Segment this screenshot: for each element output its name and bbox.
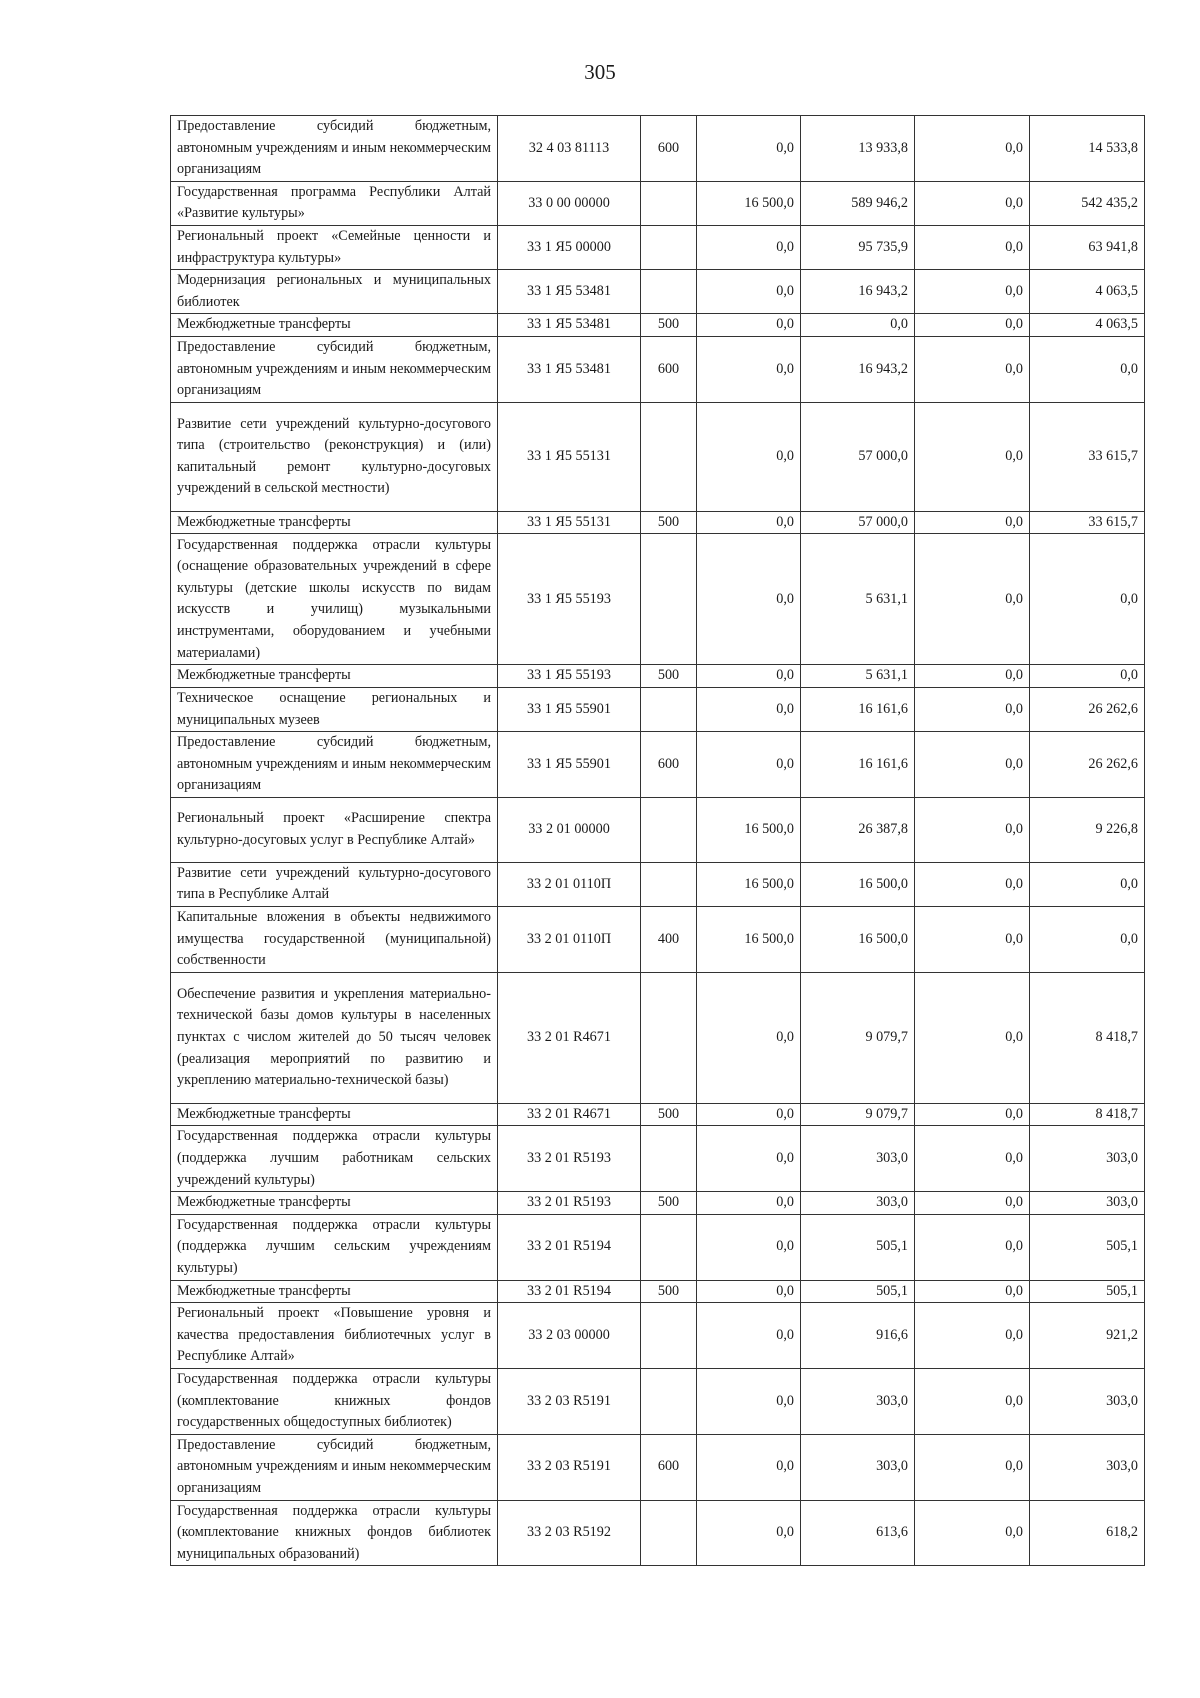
target-article-code-cell: 33 2 01 0110П — [498, 862, 641, 906]
table-row — [171, 1303, 1145, 1369]
amount-cell-3: 0,0 — [915, 797, 1030, 862]
amount-cell-2: 613,6 — [801, 1500, 915, 1566]
item-name-cell: Модернизация региональных и муниципальных библиотек — [171, 270, 498, 314]
amount-cell-3: 0,0 — [915, 314, 1030, 337]
expense-type-code-cell — [641, 402, 697, 511]
expense-type-code-cell: 500 — [641, 314, 697, 337]
item-name-cell: Межбюджетные трансферты — [171, 1103, 498, 1126]
amount-cell-2: 505,1 — [801, 1280, 915, 1303]
expense-type-code-cell: 600 — [641, 116, 697, 182]
amount-cell-4: 303,0 — [1030, 1192, 1145, 1215]
amount-cell-3: 0,0 — [915, 1192, 1030, 1215]
item-name-cell: Государственная поддержка отрасли культуры (оснащение образовательных учреждений в сфере культуры (детские школы искусств по видам искусств и училищ) музыкальными инструментами, оборудованием и учебными материалами) — [171, 534, 498, 665]
item-name-cell: Государственная поддержка отрасли культуры (поддержка лучшим работникам сельских учреждений культуры) — [171, 1126, 498, 1192]
amount-cell-4: 63 941,8 — [1030, 225, 1145, 269]
amount-cell-1: 0,0 — [697, 225, 801, 269]
amount-cell-2: 589 946,2 — [801, 181, 915, 225]
amount-cell-3: 0,0 — [915, 907, 1030, 973]
expense-type-code-cell — [641, 1303, 697, 1369]
amount-cell-4: 26 262,6 — [1030, 687, 1145, 731]
amount-cell-3: 0,0 — [915, 1280, 1030, 1303]
amount-cell-3: 0,0 — [915, 1500, 1030, 1566]
target-article-code-cell: 33 2 01 0110П — [498, 907, 641, 973]
expense-type-code-cell — [641, 534, 697, 665]
amount-cell-3: 0,0 — [915, 732, 1030, 798]
expense-type-code-cell — [641, 181, 697, 225]
amount-cell-1: 0,0 — [697, 1214, 801, 1280]
amount-cell-2: 9 079,7 — [801, 972, 915, 1103]
amount-cell-1: 0,0 — [697, 116, 801, 182]
amount-cell-3: 0,0 — [915, 665, 1030, 688]
table-row — [171, 402, 1145, 511]
budget-table — [170, 115, 1145, 1566]
amount-cell-3: 0,0 — [915, 1126, 1030, 1192]
item-name-cell: Обеспечение развития и укрепления материально-технической базы домов культуры в населенных пунктах с числом жителей до 50 тысяч человек (реализация мероприятий по развитию и укреплению материально-технической базы) — [171, 972, 498, 1103]
table-row — [171, 1500, 1145, 1566]
amount-cell-2: 16 161,6 — [801, 732, 915, 798]
target-article-code-cell: 33 2 01 R5194 — [498, 1280, 641, 1303]
item-name-cell: Предоставление субсидий бюджетным, автономным учреждениям и иным некоммерческим организациям — [171, 1434, 498, 1500]
item-name-cell: Региональный проект «Расширение спектра культурно-досуговых услуг в Республике Алтай» — [171, 797, 498, 862]
table-row — [171, 181, 1145, 225]
table-row — [171, 336, 1145, 402]
amount-cell-1: 0,0 — [697, 1280, 801, 1303]
target-article-code-cell: 33 2 01 R5193 — [498, 1192, 641, 1215]
item-name-cell: Государственная программа Республики Алтай «Развитие культуры» — [171, 181, 498, 225]
amount-cell-4: 505,1 — [1030, 1214, 1145, 1280]
amount-cell-2: 13 933,8 — [801, 116, 915, 182]
target-article-code-cell: 33 2 01 00000 — [498, 797, 641, 862]
amount-cell-2: 95 735,9 — [801, 225, 915, 269]
amount-cell-2: 26 387,8 — [801, 797, 915, 862]
amount-cell-1: 16 500,0 — [697, 181, 801, 225]
expense-type-code-cell — [641, 687, 697, 731]
target-article-code-cell: 32 4 03 81113 — [498, 116, 641, 182]
amount-cell-3: 0,0 — [915, 862, 1030, 906]
table-row — [171, 1434, 1145, 1500]
item-name-cell: Капитальные вложения в объекты недвижимого имущества государственной (муниципальной) собственности — [171, 907, 498, 973]
table-row — [171, 972, 1145, 1103]
item-name-cell: Межбюджетные трансферты — [171, 1280, 498, 1303]
amount-cell-4: 26 262,6 — [1030, 732, 1145, 798]
amount-cell-4: 33 615,7 — [1030, 511, 1145, 534]
amount-cell-4: 0,0 — [1030, 336, 1145, 402]
amount-cell-1: 0,0 — [697, 732, 801, 798]
expense-type-code-cell: 500 — [641, 511, 697, 534]
table-row — [171, 1103, 1145, 1126]
expense-type-code-cell — [641, 1500, 697, 1566]
item-name-cell: Межбюджетные трансферты — [171, 314, 498, 337]
amount-cell-4: 303,0 — [1030, 1368, 1145, 1434]
amount-cell-1: 0,0 — [697, 1500, 801, 1566]
amount-cell-4: 4 063,5 — [1030, 270, 1145, 314]
amount-cell-3: 0,0 — [915, 402, 1030, 511]
amount-cell-1: 0,0 — [697, 1103, 801, 1126]
expense-type-code-cell: 600 — [641, 336, 697, 402]
amount-cell-4: 303,0 — [1030, 1434, 1145, 1500]
amount-cell-4: 4 063,5 — [1030, 314, 1145, 337]
expense-type-code-cell: 600 — [641, 1434, 697, 1500]
item-name-cell: Развитие сети учреждений культурно-досугового типа в Республике Алтай — [171, 862, 498, 906]
expense-type-code-cell — [641, 1126, 697, 1192]
amount-cell-3: 0,0 — [915, 1103, 1030, 1126]
amount-cell-2: 57 000,0 — [801, 511, 915, 534]
page-number: 305 — [584, 60, 616, 84]
table-row — [171, 907, 1145, 973]
amount-cell-2: 5 631,1 — [801, 534, 915, 665]
amount-cell-2: 505,1 — [801, 1214, 915, 1280]
target-article-code-cell: 33 2 03 R5191 — [498, 1368, 641, 1434]
table-row — [171, 1192, 1145, 1215]
table-row — [171, 534, 1145, 665]
amount-cell-1: 0,0 — [697, 402, 801, 511]
amount-cell-1: 0,0 — [697, 972, 801, 1103]
target-article-code-cell: 33 1 Я5 55901 — [498, 732, 641, 798]
target-article-code-cell: 33 2 01 R4671 — [498, 1103, 641, 1126]
expense-type-code-cell — [641, 797, 697, 862]
item-name-cell: Развитие сети учреждений культурно-досугового типа (строительство (реконструкция) и (или) капитальный ремонт культурно-досуговых учреждений в сельской местности) — [171, 402, 498, 511]
target-article-code-cell: 33 1 Я5 55193 — [498, 534, 641, 665]
amount-cell-3: 0,0 — [915, 511, 1030, 534]
target-article-code-cell: 33 0 00 00000 — [498, 181, 641, 225]
amount-cell-4: 14 533,8 — [1030, 116, 1145, 182]
table-row — [171, 270, 1145, 314]
target-article-code-cell: 33 2 01 R5193 — [498, 1126, 641, 1192]
amount-cell-4: 303,0 — [1030, 1126, 1145, 1192]
target-article-code-cell: 33 1 Я5 53481 — [498, 314, 641, 337]
table-row — [171, 225, 1145, 269]
target-article-code-cell: 33 1 Я5 53481 — [498, 336, 641, 402]
amount-cell-3: 0,0 — [915, 1303, 1030, 1369]
amount-cell-4: 33 615,7 — [1030, 402, 1145, 511]
amount-cell-2: 57 000,0 — [801, 402, 915, 511]
amount-cell-2: 16 943,2 — [801, 270, 915, 314]
amount-cell-2: 16 943,2 — [801, 336, 915, 402]
amount-cell-1: 0,0 — [697, 511, 801, 534]
item-name-cell: Межбюджетные трансферты — [171, 1192, 498, 1215]
amount-cell-3: 0,0 — [915, 225, 1030, 269]
table-row — [171, 314, 1145, 337]
amount-cell-3: 0,0 — [915, 336, 1030, 402]
amount-cell-4: 8 418,7 — [1030, 1103, 1145, 1126]
amount-cell-2: 303,0 — [801, 1434, 915, 1500]
expense-type-code-cell — [641, 225, 697, 269]
amount-cell-3: 0,0 — [915, 972, 1030, 1103]
amount-cell-3: 0,0 — [915, 1434, 1030, 1500]
table-row — [171, 665, 1145, 688]
amount-cell-1: 16 500,0 — [697, 862, 801, 906]
amount-cell-4: 921,2 — [1030, 1303, 1145, 1369]
table-row — [171, 862, 1145, 906]
expense-type-code-cell — [641, 1368, 697, 1434]
amount-cell-1: 16 500,0 — [697, 907, 801, 973]
amount-cell-1: 0,0 — [697, 1192, 801, 1215]
amount-cell-1: 0,0 — [697, 314, 801, 337]
expense-type-code-cell — [641, 270, 697, 314]
amount-cell-4: 8 418,7 — [1030, 972, 1145, 1103]
target-article-code-cell: 33 2 03 00000 — [498, 1303, 641, 1369]
amount-cell-4: 618,2 — [1030, 1500, 1145, 1566]
item-name-cell: Предоставление субсидий бюджетным, автономным учреждениям и иным некоммерческим организациям — [171, 732, 498, 798]
amount-cell-3: 0,0 — [915, 534, 1030, 665]
expense-type-code-cell: 500 — [641, 1280, 697, 1303]
amount-cell-1: 0,0 — [697, 336, 801, 402]
target-article-code-cell: 33 2 03 R5191 — [498, 1434, 641, 1500]
expense-type-code-cell: 500 — [641, 665, 697, 688]
amount-cell-1: 0,0 — [697, 534, 801, 665]
amount-cell-4: 0,0 — [1030, 862, 1145, 906]
item-name-cell: Государственная поддержка отрасли культуры (комплектование книжных фондов библиотек муниципальных образований) — [171, 1500, 498, 1566]
amount-cell-3: 0,0 — [915, 181, 1030, 225]
expense-type-code-cell: 500 — [641, 1192, 697, 1215]
target-article-code-cell: 33 1 Я5 55901 — [498, 687, 641, 731]
amount-cell-4: 505,1 — [1030, 1280, 1145, 1303]
amount-cell-4: 0,0 — [1030, 534, 1145, 665]
expense-type-code-cell: 600 — [641, 732, 697, 798]
amount-cell-3: 0,0 — [915, 1368, 1030, 1434]
item-name-cell: Предоставление субсидий бюджетным, автономным учреждениям и иным некоммерческим организациям — [171, 116, 498, 182]
amount-cell-3: 0,0 — [915, 1214, 1030, 1280]
table-row — [171, 687, 1145, 731]
item-name-cell: Государственная поддержка отрасли культуры (поддержка лучшим сельским учреждениям культуры) — [171, 1214, 498, 1280]
amount-cell-1: 0,0 — [697, 1303, 801, 1369]
table-row — [171, 511, 1145, 534]
item-name-cell: Межбюджетные трансферты — [171, 665, 498, 688]
amount-cell-4: 0,0 — [1030, 665, 1145, 688]
amount-cell-2: 303,0 — [801, 1368, 915, 1434]
amount-cell-2: 0,0 — [801, 314, 915, 337]
table-row — [171, 116, 1145, 182]
amount-cell-1: 0,0 — [697, 687, 801, 731]
table-row — [171, 732, 1145, 798]
table-row — [171, 1280, 1145, 1303]
amount-cell-2: 16 500,0 — [801, 907, 915, 973]
amount-cell-4: 9 226,8 — [1030, 797, 1145, 862]
amount-cell-2: 16 500,0 — [801, 862, 915, 906]
expense-type-code-cell: 500 — [641, 1103, 697, 1126]
target-article-code-cell: 33 1 Я5 55131 — [498, 511, 641, 534]
item-name-cell: Предоставление субсидий бюджетным, автономным учреждениям и иным некоммерческим организациям — [171, 336, 498, 402]
amount-cell-3: 0,0 — [915, 116, 1030, 182]
target-article-code-cell: 33 1 Я5 55193 — [498, 665, 641, 688]
item-name-cell: Региональный проект «Повышение уровня и качества предоставления библиотечных услуг в Республике Алтай» — [171, 1303, 498, 1369]
item-name-cell: Государственная поддержка отрасли культуры (комплектование книжных фондов государственных общедоступных библиотек) — [171, 1368, 498, 1434]
amount-cell-2: 303,0 — [801, 1126, 915, 1192]
target-article-code-cell: 33 1 Я5 55131 — [498, 402, 641, 511]
amount-cell-2: 9 079,7 — [801, 1103, 915, 1126]
item-name-cell: Межбюджетные трансферты — [171, 511, 498, 534]
amount-cell-1: 0,0 — [697, 1368, 801, 1434]
amount-cell-1: 0,0 — [697, 665, 801, 688]
budget-table-body — [171, 116, 1145, 1566]
amount-cell-3: 0,0 — [915, 687, 1030, 731]
table-row — [171, 1126, 1145, 1192]
amount-cell-2: 16 161,6 — [801, 687, 915, 731]
target-article-code-cell: 33 2 01 R4671 — [498, 972, 641, 1103]
target-article-code-cell: 33 2 01 R5194 — [498, 1214, 641, 1280]
amount-cell-3: 0,0 — [915, 270, 1030, 314]
expense-type-code-cell: 400 — [641, 907, 697, 973]
table-row — [171, 797, 1145, 862]
item-name-cell: Региональный проект «Семейные ценности и инфраструктура культуры» — [171, 225, 498, 269]
amount-cell-1: 0,0 — [697, 1126, 801, 1192]
target-article-code-cell: 33 1 Я5 00000 — [498, 225, 641, 269]
amount-cell-2: 303,0 — [801, 1192, 915, 1215]
amount-cell-2: 5 631,1 — [801, 665, 915, 688]
amount-cell-1: 0,0 — [697, 270, 801, 314]
table-row — [171, 1214, 1145, 1280]
item-name-cell: Техническое оснащение региональных и муниципальных музеев — [171, 687, 498, 731]
amount-cell-2: 916,6 — [801, 1303, 915, 1369]
expense-type-code-cell — [641, 1214, 697, 1280]
amount-cell-4: 0,0 — [1030, 907, 1145, 973]
target-article-code-cell: 33 2 03 R5192 — [498, 1500, 641, 1566]
target-article-code-cell: 33 1 Я5 53481 — [498, 270, 641, 314]
expense-type-code-cell — [641, 972, 697, 1103]
amount-cell-1: 0,0 — [697, 1434, 801, 1500]
expense-type-code-cell — [641, 862, 697, 906]
amount-cell-4: 542 435,2 — [1030, 181, 1145, 225]
amount-cell-1: 16 500,0 — [697, 797, 801, 862]
table-row — [171, 1368, 1145, 1434]
